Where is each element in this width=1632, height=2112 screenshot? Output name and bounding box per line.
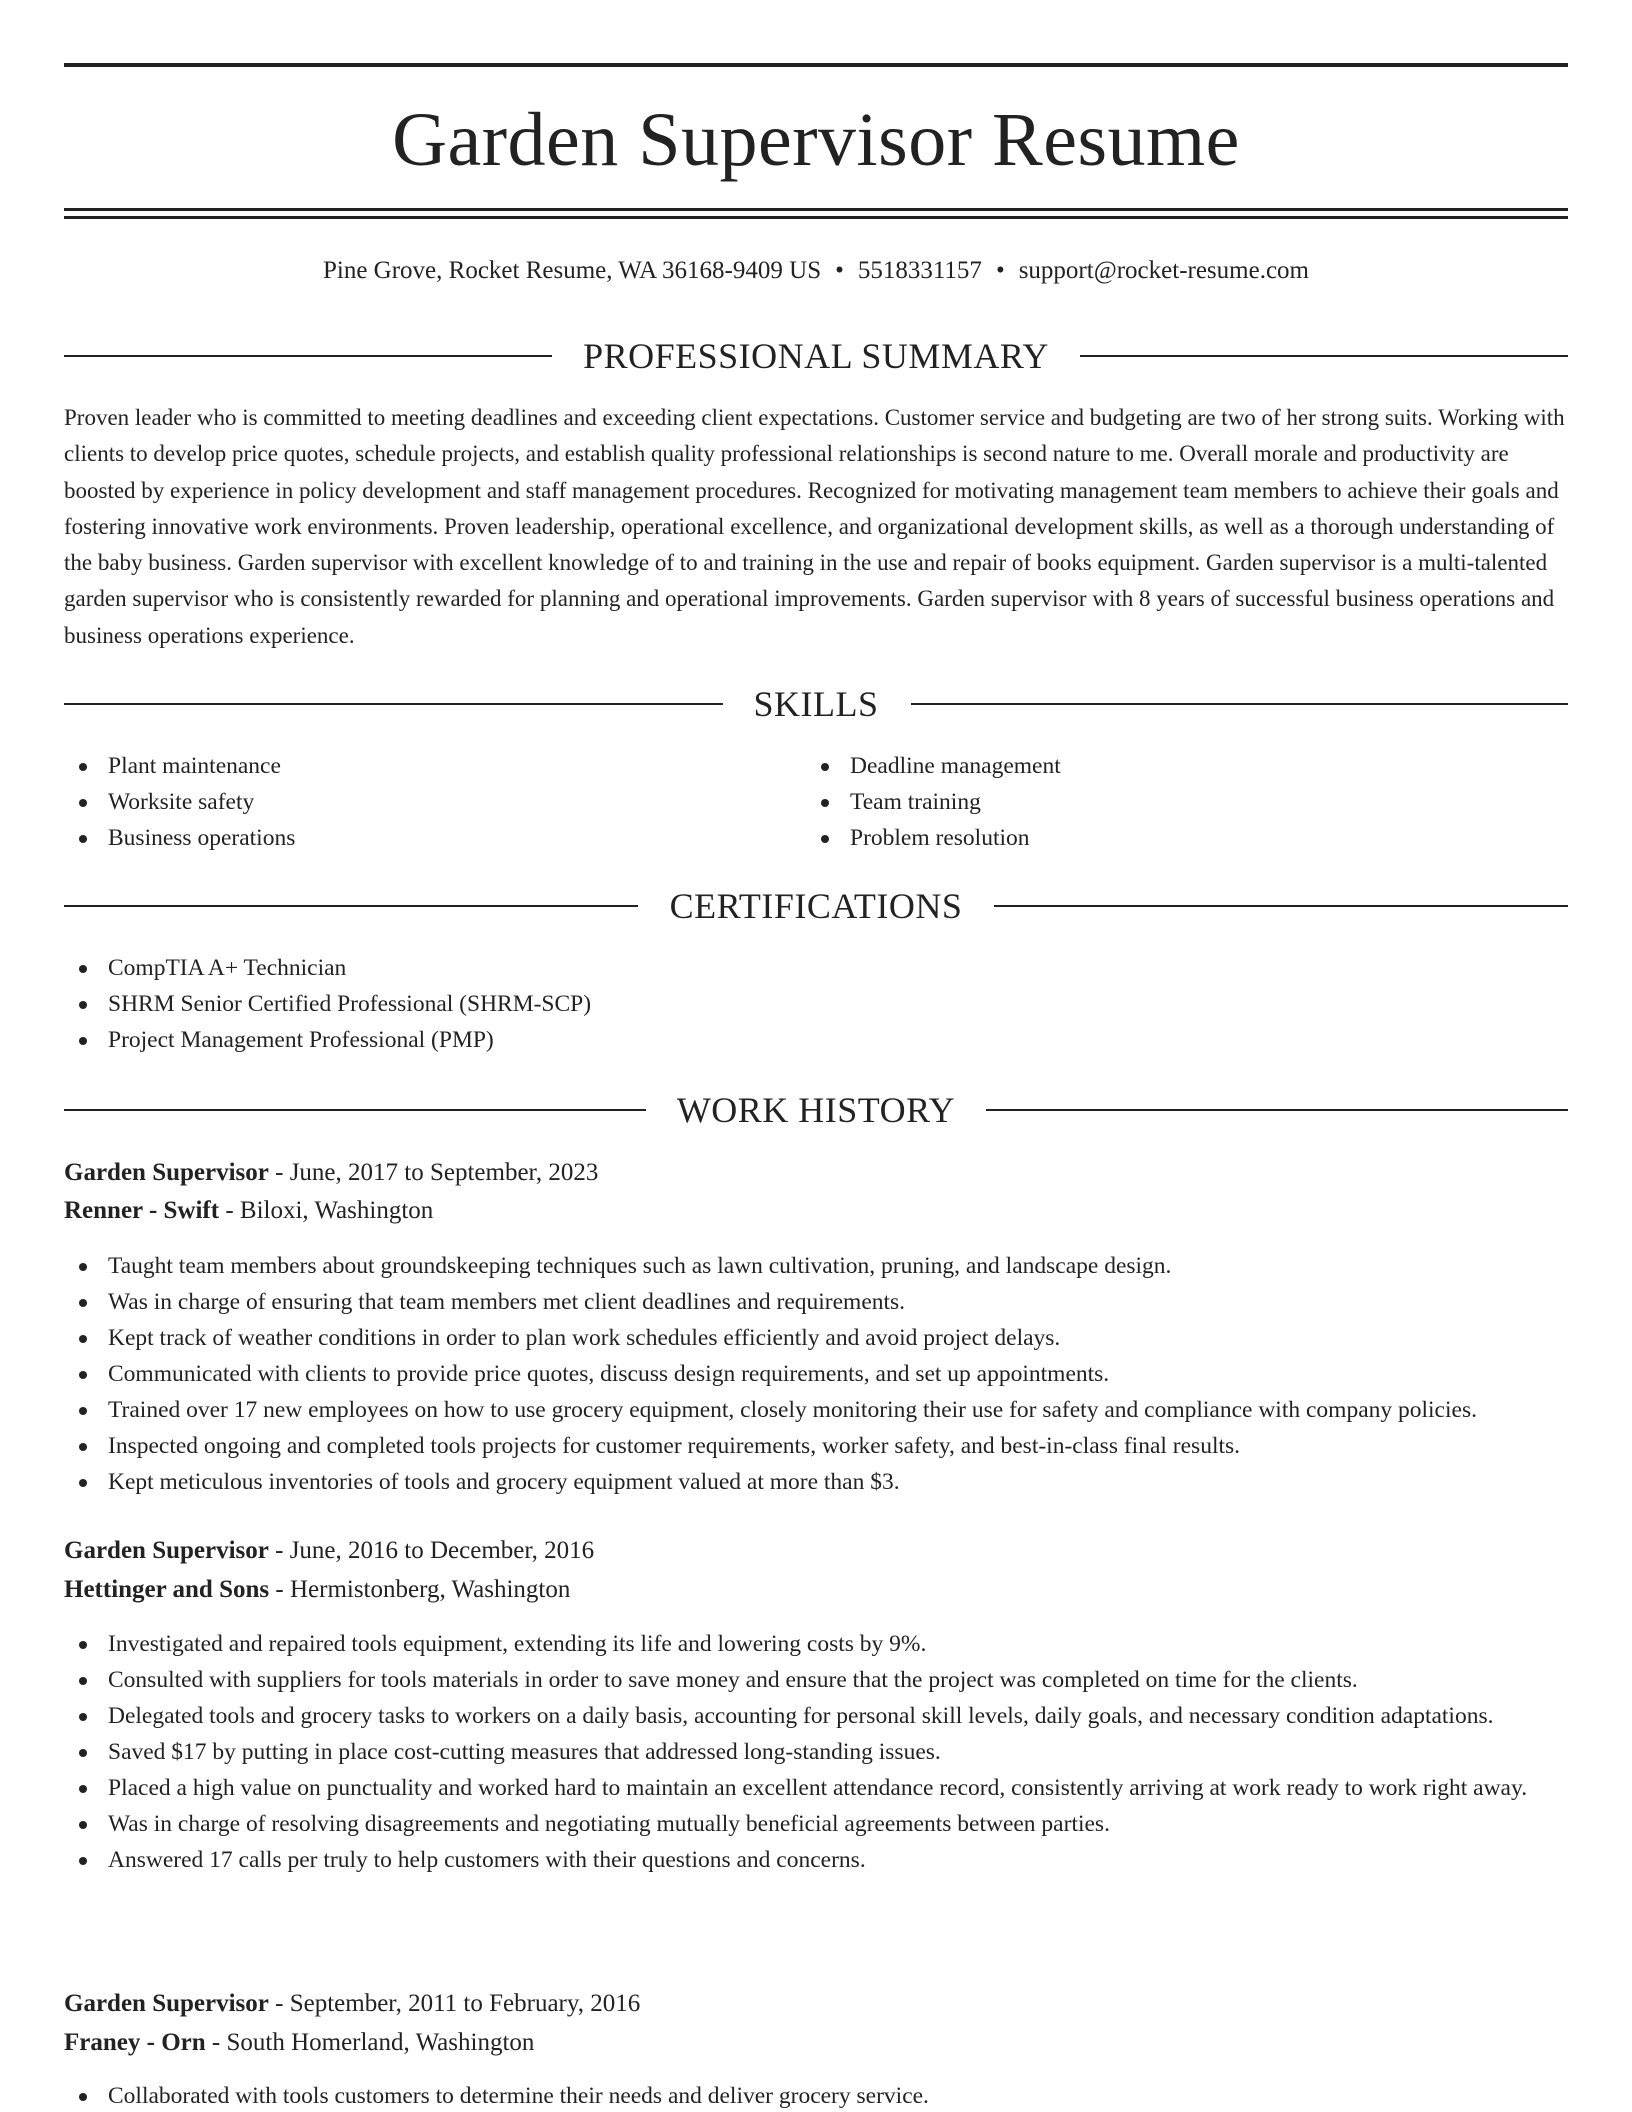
skill-item: Team training (806, 784, 1506, 820)
job-title: Garden Supervisor (64, 1537, 269, 1564)
skill-item: Worksite safety (64, 784, 764, 820)
skill-item: Business operations (64, 820, 764, 856)
job-duty: Communicated with clients to provide price quotes, discuss design requirements, and set up appointments. (64, 1356, 1568, 1392)
job-dates: - September, 2011 to February, 2016 (268, 1990, 641, 2017)
job-duty: Trained over 17 new employees on how to use grocery equipment, closely monitoring their use for safety and compliance with company policies. (64, 1392, 1568, 1428)
job-company-line (64, 1572, 1568, 1608)
job-company: Franey - Orn (64, 2029, 206, 2056)
skills-list-right (806, 748, 1506, 856)
contact-address: Pine Grove, Rocket Resume, WA 36168-9409 US (322, 257, 822, 284)
job-dates: - June, 2016 to December, 2016 (268, 1537, 595, 1564)
section-heading-work-history (64, 1088, 1568, 1132)
header-top-rule (64, 63, 1568, 67)
section-heading-summary (64, 334, 1568, 378)
job-duty: Saved $17 by putting in place cost-cutting measures that addressed long-standing issues. (64, 1734, 1568, 1770)
job-duty: Consulted with suppliers for tools materials in order to save money and ensure that the project was completed on time for the clients. (64, 1662, 1568, 1698)
contact-email: support@rocket-resume.com (1018, 257, 1309, 284)
job-duty: Collaborated with tools customers to determine their needs and deliver grocery service. (64, 2078, 1568, 2112)
job-duties-list (64, 2078, 1568, 2112)
job-duties-list (64, 1248, 1568, 1500)
job-duty: Kept meticulous inventories of tools and grocery equipment valued at more than $3. (64, 1464, 1568, 1500)
section-title: PROFESSIONAL SUMMARY (553, 336, 1079, 376)
certifications-list (64, 950, 1568, 1058)
job-location: - Biloxi, Washington (219, 1197, 434, 1224)
job-duty: Delegated tools and grocery tasks to workers on a daily basis, accounting for personal skill levels, daily goals, and necessary condition adaptations. (64, 1698, 1568, 1734)
job-company-line (64, 1193, 1568, 1229)
job-duty: Investigated and repaired tools equipment, extending its life and lowering costs by 9%. (64, 1626, 1568, 1662)
section-heading-skills (64, 682, 1568, 726)
job-dates: - June, 2017 to September, 2023 (268, 1159, 599, 1186)
job-title-line (64, 1155, 1568, 1191)
job-duty: Placed a high value on punctuality and worked hard to maintain an excellent attendance record, consistently arriving at work ready to work right away. (64, 1770, 1568, 1806)
certification-item: CompTIA A+ Technician (64, 950, 1568, 986)
certification-item: SHRM Senior Certified Professional (SHRM-SCP) (64, 986, 1568, 1022)
certification-item: Project Management Professional (PMP) (64, 1022, 1568, 1058)
section-title: CERTIFICATIONS (640, 886, 993, 926)
job-company: Hettinger and Sons (64, 1576, 270, 1603)
contact-phone: 5518331157 (857, 257, 982, 284)
job-duty: Answered 17 calls per truly to help customers with their questions and concerns. (64, 1842, 1568, 1878)
section-title: SKILLS (723, 684, 908, 724)
skill-item: Deadline management (806, 748, 1506, 784)
resume-title: Garden Supervisor Resume (392, 98, 1240, 182)
header-bottom-rule (64, 208, 1568, 211)
section-heading-certifications (64, 884, 1568, 928)
job-title: Garden Supervisor (64, 1990, 269, 2017)
summary-text: Proven leader who is committed to meeting deadlines and exceeding client expectations. Customer service and budgeting are two of her strong suits. Working with clients to develop price quotes, schedule projects, and establish quality professional relationships is second nature to me. Overall morale and productivity are boosted by experience in policy development and staff management procedures. Recognized for motivating management team members to achieve their goals and fostering innovative work environments. Proven leadership, operational excellence, and organizational development skills, as well as a thorough understanding of the baby business. Garden supervisor with excellent knowledge of to and training in the use and repair of books equipment. Garden supervisor is a multi-talented garden supervisor who is consistently rewarded for planning and operational improvements. Garden supervisor with 8 years of successful business operations and business operations experience. (64, 405, 1565, 648)
job-duties-list (64, 1626, 1568, 1878)
section-title: WORK HISTORY (647, 1090, 985, 1130)
job-duty: Kept track of weather conditions in order to plan work schedules efficiently and avoid project delays. (64, 1320, 1568, 1356)
job-company: Renner - Swift (64, 1197, 220, 1224)
contact-line (64, 255, 1568, 287)
skill-item: Problem resolution (806, 820, 1506, 856)
job-title: Garden Supervisor (64, 1159, 269, 1186)
skills-list-left (64, 748, 764, 856)
job-duty: Was in charge of resolving disagreements and negotiating mutually beneficial agreements between parties. (64, 1806, 1568, 1842)
job-location: - Hermistonberg, Washington (269, 1576, 571, 1603)
job-title-line (64, 1986, 1568, 2022)
skill-item: Plant maintenance (64, 748, 764, 784)
job-title-line (64, 1533, 1568, 1569)
job-location: - South Homerland, Washington (205, 2029, 535, 2056)
job-company-line (64, 2025, 1568, 2061)
job-duty: Taught team members about groundskeeping techniques such as lawn cultivation, pruning, and landscape design. (64, 1248, 1568, 1284)
contact-separator: • (995, 257, 1005, 284)
header-bottom-rule-inner (64, 216, 1568, 219)
job-duty: Inspected ongoing and completed tools projects for customer requirements, worker safety, and best-in-class final results. (64, 1428, 1568, 1464)
contact-separator: • (835, 257, 844, 284)
job-duty: Was in charge of ensuring that team members met client deadlines and requirements. (64, 1284, 1568, 1320)
